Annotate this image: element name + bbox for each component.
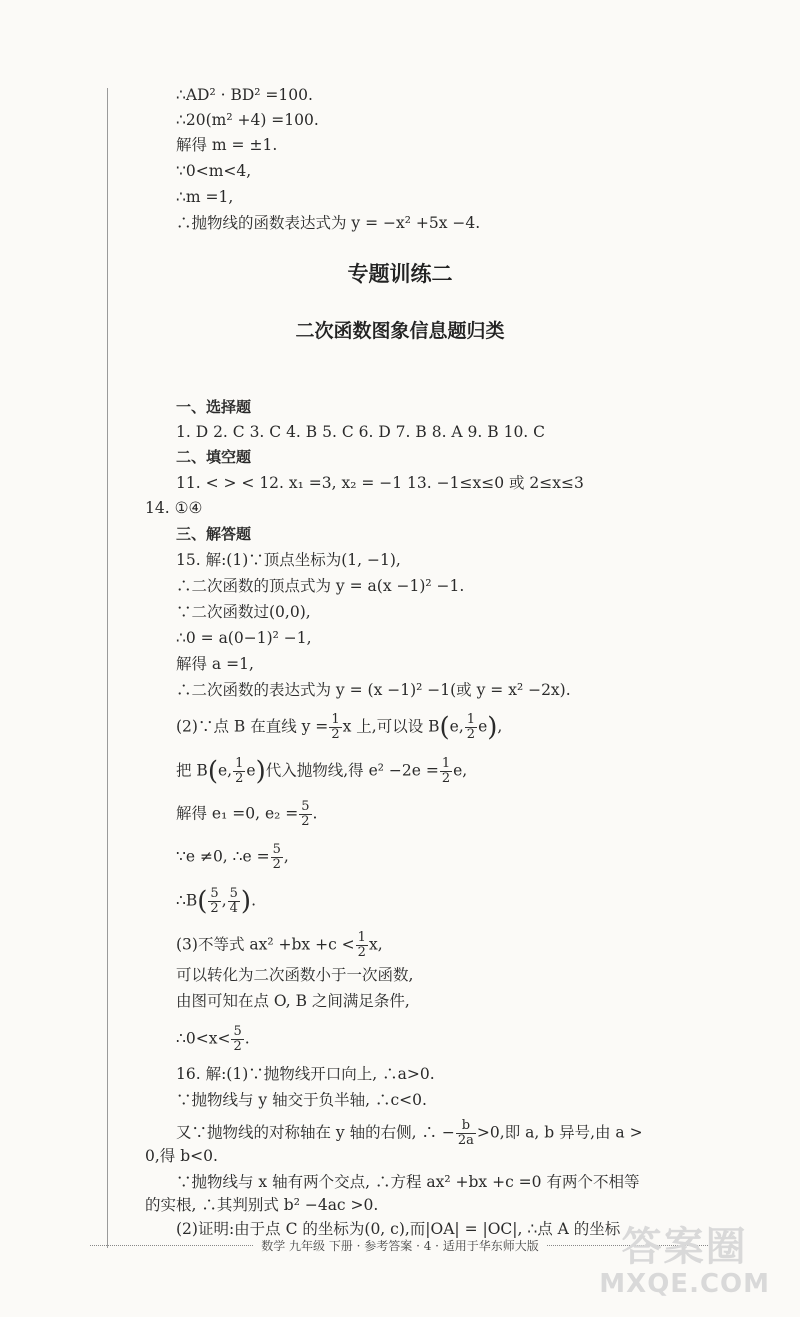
q15-e-value-line: ∵e ≠0, ∴e = $\frac{5}{2}$ , [176,842,289,872]
q15-sub-text-c: e [246,761,256,780]
q16-line-3-text-a: 又∵抛物线的对称轴在 y 轴的右侧, ∴ − [176,1123,455,1142]
q15-sub-text-a: 把 B [176,761,208,780]
watermark-bottom: MXQE.COM [599,1269,770,1299]
q15-point-b-text: ∴B [176,891,198,910]
fraction-half [440,757,452,786]
fraction-five-halves [299,800,311,829]
fill-answers: 11. < > < 12. x₁ =3, x₂ = −1 13. −1≤x≤0 或 2≤x≤3 [176,474,584,492]
q15-part2-text-c: e, [449,717,464,736]
q16-line-2: ∵抛物线与 y 轴交于负半轴, ∴c<0. [176,1091,427,1109]
paren-close: ) [487,712,498,743]
q15-part3-line [176,931,383,960]
paren-close: ) [240,886,252,917]
q16-line-4: 0,得 b<0. [145,1147,218,1165]
heading-choice: 一、选择题 [176,398,252,416]
fraction-five-halves [231,1025,243,1054]
frac-den: 4 [229,901,238,916]
choice-answers: 1. D 2. C 3. C 4. B 5. C 6. D 7. B 8. A 9. B 10. C [176,423,546,441]
q15-part3-text-a: (3)不等式 ax² +bx +c < [176,935,355,954]
footer-text: 数学 九年级 下册 · 参考答案 · 4 · 适用于华东师大版 [261,1239,539,1253]
q15-e-value-text: ∵e ≠0, ∴e = [176,847,270,866]
q15-point-b-line: ∴B( $\frac{5}{2}$ , $\frac{5}{4}$ ). [176,886,257,917]
fraction-b-over-2a [456,1119,476,1148]
q16-line-7: (2)证明:由于点 C 的坐标为(0, c),而|OA| = |OC|, ∴点 A 的坐标 [176,1220,621,1238]
q15-part2-line: (2)∵点 B 在直线 y = $\frac{1}{2}$ x 上,可以设 B(e, $\frac{1}{2}$ e), [176,712,503,743]
frac-num: 5 [210,886,219,901]
frac-num: 5 [229,886,238,901]
frac-den: 2 [233,1039,242,1054]
q15-sub-text-d: 代入抛物线,得 e² −2e = [265,761,439,780]
fraction-half [233,757,245,786]
paren-open: ( [207,756,218,787]
frac-num: 5 [272,842,281,857]
watermark-logo [599,1225,770,1299]
paren-close: ) [255,756,266,787]
q16-line-6: 的实根, ∴其判别式 b² −4ac >0. [145,1196,379,1214]
fraction-half [356,931,368,960]
frac-den: 2 [357,945,366,960]
fraction-five-halves [271,843,283,872]
q15-line-6: ∴二次函数的表达式为 y = (x −1)² −1(或 y = x² −2x). [176,681,571,699]
fraction-half [329,713,341,742]
q15-solve-e-text: 解得 e₁ =0, e₂ = [176,804,299,823]
q16-line-5: ∵抛物线与 x 轴有两个交点, ∴方程 ax² +bx +c =0 有两个不相等 [176,1173,640,1191]
q15-sub-text-e: e, [453,761,468,780]
frac-num: 1 [357,930,366,945]
q15-part2-text-d: e [478,717,488,736]
q15-line-p8: 可以转化为二次函数小于一次函数, [176,966,414,984]
frac-den: 2 [331,727,340,742]
q15-part2-text-a: (2)∵点 B 在直线 y = [176,717,329,736]
q15-line-4: ∴0 = a(0−1)² −1, [176,629,312,647]
frac-den: 2 [235,771,244,786]
frac-den: 2 [301,814,310,829]
frac-den: 2a [457,1133,474,1148]
frac-num: b [456,1119,476,1134]
q15-line-2: ∴二次函数的顶点式为 y = a(x −1)² −1. [176,577,465,595]
q15-line-5: 解得 a =1, [176,655,254,673]
section-subtitle: 二次函数图象信息题归类 [295,320,505,342]
q15-line-1: 15. 解:(1)∵顶点坐标为(1, −1), [176,551,401,569]
q15-part3-text-b: x, [368,935,383,954]
q15-result-text: ∴0<x< [176,1029,231,1048]
q15-substitute-line [176,757,467,786]
frac-den: 2 [466,727,476,742]
frac-num: 5 [233,1024,242,1039]
q16-line-1: 16. 解:(1)∵抛物线开口向上, ∴a>0. [176,1065,435,1083]
q15-line-p9: 由图可知在点 O, B 之间满足条件, [176,992,410,1010]
q15-part2-text-b: x 上,可以设 B [342,717,440,736]
top-line-6: ∴抛物线的函数表达式为 y = −x² +5x −4. [176,214,481,232]
watermark-top: 答案圈 [621,1224,748,1270]
frac-den: 2 [441,771,451,786]
frac-num: 1 [441,756,451,771]
q15-line-3: ∵二次函数过(0,0), [176,603,311,621]
paren-open: ( [197,886,208,917]
frac-num: 1 [466,712,476,727]
section-title: 专题训练二 [347,262,453,286]
fraction-five-halves [208,887,220,916]
paren-open: ( [439,712,450,743]
frac-num: 5 [301,799,310,814]
frac-den: 2 [272,857,281,872]
footer-dots-left [90,1245,253,1246]
frac-num: 1 [331,712,340,727]
frac-num: 1 [235,756,244,771]
top-line-1: ∴AD² · BD² =100. [176,86,313,104]
top-line-5: ∴m =1, [176,188,234,206]
q16-line-3 [176,1119,643,1148]
heading-fill: 二、填空题 [176,448,252,466]
q16-line-3-text-b: >0,即 a, b 异号,由 a > [476,1123,643,1142]
heading-solve: 三、解答题 [176,525,252,543]
top-line-4: ∵0<m<4, [176,162,252,180]
top-line-2: ∴20(m² +4) =100. [176,111,319,129]
frac-den: 2 [210,901,219,916]
fill-answers-2: 14. ①④ [145,499,203,517]
fraction-half [465,713,477,742]
q15-solve-e-line: 解得 e₁ =0, e₂ = $\frac{5}{2}$ . [176,799,318,829]
q15-sub-text-b: e, [217,761,233,780]
top-line-3: 解得 m = ±1. [176,136,278,154]
q15-result-line: ∴0<x< $\frac{5}{2}$ . [176,1024,250,1054]
fraction-five-quarters [228,887,240,916]
